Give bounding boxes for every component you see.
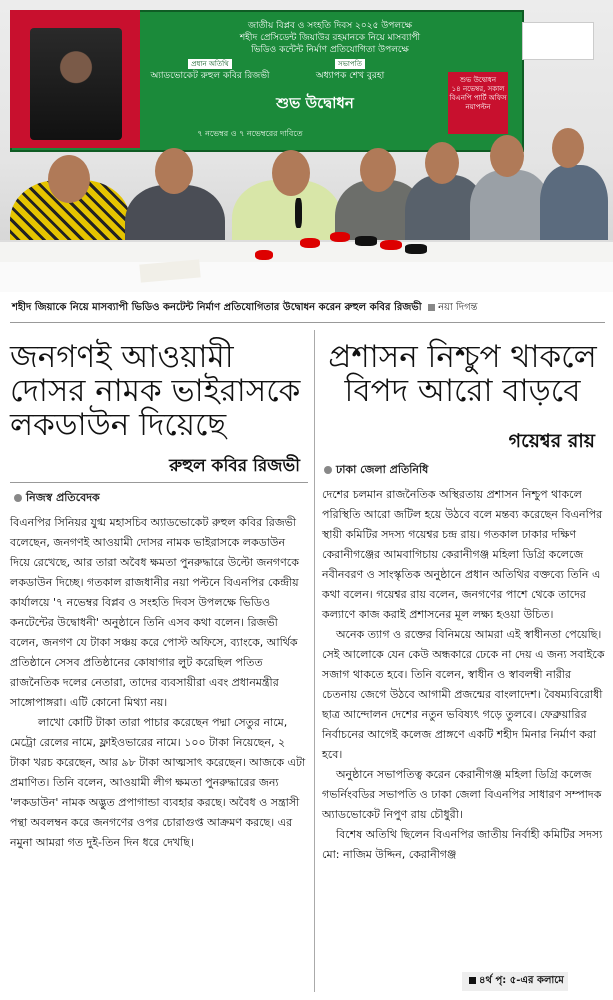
left-dept-label: নিজস্ব প্রতিবেদক xyxy=(26,491,100,504)
person-3-head xyxy=(272,150,310,196)
right-headline: প্রশাসন নিশ্চুপ থাকলে বিপদ আরো বাড়বে xyxy=(328,339,597,409)
left-byline: রুহুল কবির রিজভী xyxy=(169,456,300,476)
banner-chief-guest-name: অ্যাডভোকেট রুহুল কবির রিজভী xyxy=(150,71,270,81)
banner-date: ১৪ নভেম্বর, সকাল xyxy=(451,85,505,93)
paragraph: লাখো কোটি টাকা তারা পাচার করেছেন পদ্মা সেতুর নামে, মেট্রো রেলের নামে, ফ্লাইওভারের নামে। ১০০ টাকা নিয়েছেন, ২ টাকা খরচ করেছেন, আর ৯৮ টাকা আত্মসাৎ করেছেন। আজকে এটা প্রমাণিত। তিনি বলেন, আওয়ামী লীগ ক্ষমতা পুনরুদ্ধারের জন্য 'লকডাউন' নামক অদ্ভুত প্রপাগান্ডা ব্যবহার করছে। অবৈধ ও সন্ত্রাসী পন্থা অবলম্বন করে জনগণের ওপর চোরাগুপ্ত আক্রমণ করছে। এর নমুনা আমরা গত দুই-তিন দিন ধরে দেখছি। xyxy=(10,716,306,849)
microphone xyxy=(380,240,402,250)
caption-text: শহীদ জিয়াকে নিয়ে মাসব্যাপী ভিডিও কনটেন্ট নির্মাণ প্রতিযোগিতার উদ্বোধন করেন রুহুল কবির রিজভী xyxy=(12,302,422,313)
divider xyxy=(10,322,605,323)
left-headline: জনগণই আওয়ামী দোসর নামক ভাইরাসকে লকডাউন দিয়েছে xyxy=(10,339,301,443)
right-body xyxy=(322,485,605,865)
right-byline: গয়েশ্বর রায় xyxy=(508,430,595,452)
column-divider xyxy=(314,330,315,992)
bullet-icon xyxy=(324,466,332,474)
photo-caption xyxy=(12,300,604,317)
microphone xyxy=(255,250,273,260)
banner-date-chip: শুভ উদ্বোধন xyxy=(459,76,497,84)
person-2-head xyxy=(155,148,193,194)
banner-chief-guest-label: প্রধান অতিথি xyxy=(188,59,231,69)
right-dept-label: ঢাকা জেলা প্রতিনিধি xyxy=(336,463,429,476)
banner-title-line: জাতীয় বিপ্লব ও সংহতি দিবস ২০২৫ উপলক্ষে xyxy=(247,21,413,31)
table-front xyxy=(0,262,613,292)
paragraph: বিএনপির সিনিয়র যুগ্ম মহাসচিব অ্যাডভোকেট রুহুল কবির রিজভী বলেছেন, জনগণই আওয়ামী দোসর নামক ভাইরাসকে লকডাউন দিয়ে রেখেছে, আর তারা অবৈধ ক্ষমতা পুনরুদ্ধারে উল্টো জনগণকে লকডাউন দিচ্ছে। গতকাল রাজধানীর নয়া পল্টনে বিএনপির কেন্দ্রীয় কার্যালয়ে '৭ নভেম্বর বিপ্লব ও সংহতি দিবস উপলক্ষে ভিডিও কনটেন্টের উদ্বোধনী' অনুষ্ঠানে তিনি এসব কথা বলেন। রিজভী বলেন, জনগণ যে টাকা সঞ্চয় করে পোস্ট অফিসে, ব্যাংকে, আর্থিক প্রতিষ্ঠানে সেসব প্রতিষ্ঠানের কোষাগার লুট করেছিল পতিত রাজনৈতিক দলের নেতারা, তাদের ব্যবসায়ীরা এবং প্রধানমন্ত্রীর সাঙ্গোপাঙ্গরা। এটি কোনো মিথ্যা নয়। xyxy=(10,516,299,709)
left-body xyxy=(10,513,308,853)
banner-title-line: ভিডিও কন্টেন্ট নির্মাণ প্রতিযোগিতা উপলক্ষে xyxy=(251,45,409,55)
continued-note xyxy=(462,972,568,991)
paragraph: দেশের চলমান রাজনৈতিক অস্থিরতায় প্রশাসন নিশ্চুপ থাকলে পরিস্থিতি আরো জটিল হয়ে উঠবে বলে মন্তব্য করেছেন বিএনপির স্থায়ী কমিটির সদস্য গয়েশ্বর চন্দ্র রায়। গতকাল ঢাকার দক্ষিণ কেরানীগঞ্জের আমবাগিচায় কেরানীগঞ্জ মহিলা ডিগ্রি কলেজে নবীনবরণ ও সাংস্কৃতিক অনুষ্ঠানে প্রধান অতিথির বক্তব্যে তিনি এ কথা বলেন। গয়েশ্বর রায় বলেন, জনগণের পাশে থেকে তাদের কল্যাণে কাজ করাই প্রশাসনের মূল লক্ষ্য হওয়া উচিত। xyxy=(322,488,603,621)
banner-venue: বিএনপি পার্টি অফিস নয়াপল্টন xyxy=(449,94,507,111)
person-4-head xyxy=(360,148,396,192)
banner-date-box xyxy=(448,72,508,134)
square-icon xyxy=(469,977,476,984)
banner-headline: শুভ উদ্বোধন xyxy=(276,94,354,112)
microphone xyxy=(405,244,427,254)
divider xyxy=(10,482,308,483)
person-6-head xyxy=(490,135,524,177)
banner-presider xyxy=(290,58,410,82)
banner-footer: ৭ নভেম্বর ও ৭ নভেম্বরের দাবিতে xyxy=(197,129,303,138)
banner-title-block xyxy=(180,20,480,56)
microphone xyxy=(300,238,320,248)
banner-presider-label: সভাপতি xyxy=(335,59,365,69)
banner-title-line: শহীদ প্রেসিডেন্ট জিয়াউর রহমানকে নিয়ে মাসব্যাপী xyxy=(239,33,421,43)
paragraph: অনুষ্ঠানে সভাপতিত্ব করেন কেরানীগঞ্জ মহিলা ডিগ্রি কলেজ গভর্নিংবডির সভাপতি ও ঢাকা জেলা বিএনপির সাধারণ সম্পাদক অ্যাডভোকেট নিপুণ রায় চৌধুরী। xyxy=(322,768,602,821)
background-sign xyxy=(522,22,594,60)
left-dept xyxy=(14,489,100,508)
bullet-icon xyxy=(14,494,22,502)
banner-presider-name: অধ্যাপক শেখ বুরহা xyxy=(315,71,385,81)
portrait-image xyxy=(30,28,122,140)
right-dept xyxy=(324,461,428,480)
microphone xyxy=(295,198,302,228)
paragraph: বিশেষ অতিথি ছিলেন বিএনপির জাতীয় নির্বাহী কমিটির সদস্য মো: নাজিম উদ্দিন, কেরানীগঞ্জ xyxy=(322,828,603,861)
news-photo xyxy=(0,0,613,292)
person-1-head xyxy=(48,155,90,203)
paragraph: অনেক ত্যাগ ও রক্তের বিনিময়ে আমরা এই স্বাধীনতা পেয়েছি। সেই আলোকে যেন কেউ অন্ধকারে ঢেকে না দেয় এ জন্য সবাইকে সজাগ থাকতে হবে। তিনি বলেন, স্বাধীন ও স্বাবলম্বী নারীর চেতনায় জেগে উঠবে আগামী প্রজন্মের বাংলাদেশ। বৈষম্যবিরোধী ছাত্র আন্দোলন দেশের নতুন ভবিষ্যৎ গড়ে তুলবে। ফেব্রুয়ারির নির্বাচনের আগেই কলেজ প্রাঙ্গণে একটি শহীদ মিনার নির্মাণ করা হবে। xyxy=(322,628,605,761)
person-7-head xyxy=(552,128,584,168)
microphone xyxy=(330,232,350,242)
continued-text: ৪র্থ পৃ: ৫-এর কলামে xyxy=(479,975,564,986)
banner-chief-guest xyxy=(150,58,270,82)
square-icon xyxy=(428,304,435,311)
microphone xyxy=(355,236,377,246)
caption-source: নয়া দিগন্ত xyxy=(438,302,478,313)
person-5-head xyxy=(425,142,459,184)
